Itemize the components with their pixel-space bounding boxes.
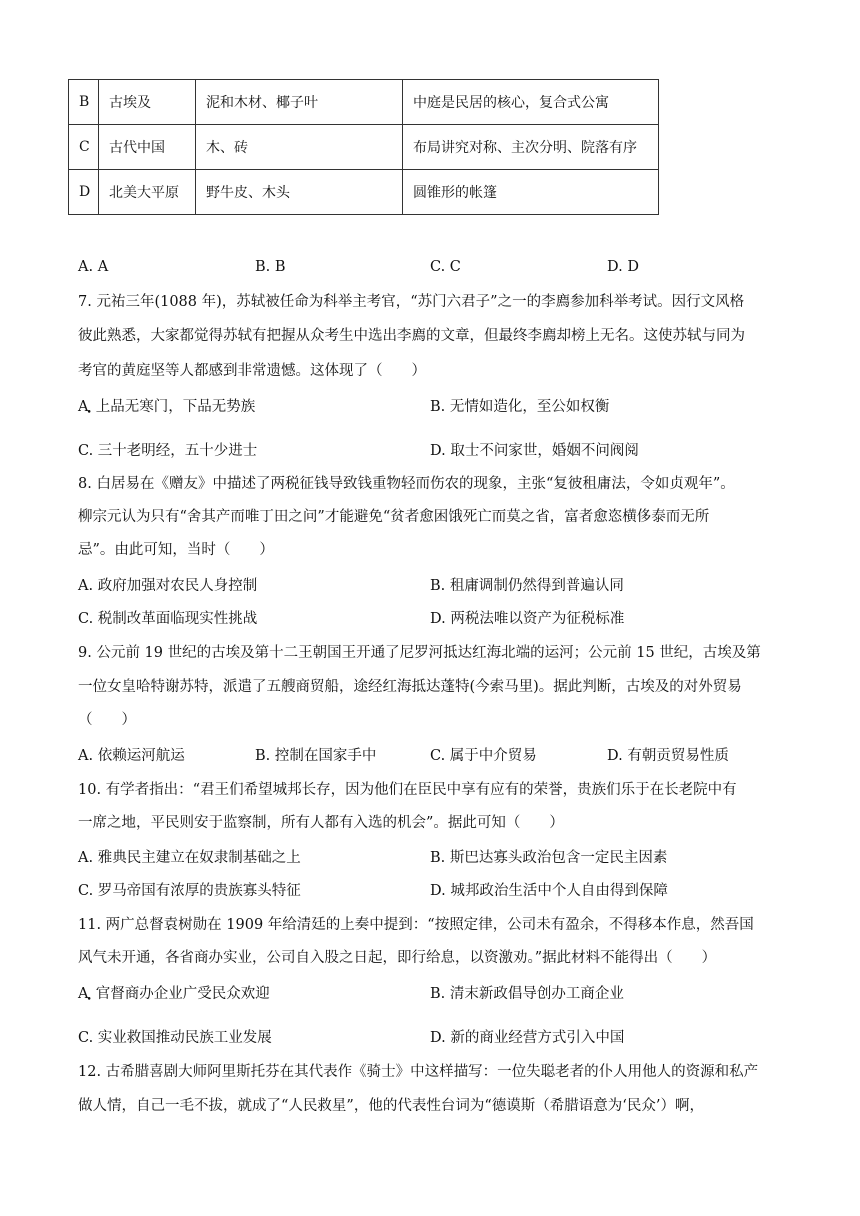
table-cell-region: 北美大平原 xyxy=(99,170,196,215)
q9-stem-line: 9. 公元前 19 世纪的古埃及第十二王朝国王开通了尼罗河抵达红海北端的运河；公元前 15 世纪，古埃及第 xyxy=(78,645,761,661)
table-cell-feature: 布局讲究对称、主次分明、院落有序 xyxy=(403,125,659,170)
q11-option-c: C. 实业救国推动民族工业发展 xyxy=(78,1030,272,1046)
q8-option-d: D. 两税法唯以资产为征税标准 xyxy=(430,611,625,627)
table-cell-region: 古埃及 xyxy=(99,80,196,125)
table-row xyxy=(69,170,659,215)
q9-option-a: A. 依赖运河航运 xyxy=(78,748,185,764)
q7-stem-line: 7. 元祐三年(1088 年)，苏轼被任命为科举主考官，“苏门六君子”之一的李廌参加科举考试。因行文风格 xyxy=(78,294,745,310)
q10-option-b: B. 斯巴达寡头政治包含一定民主因素 xyxy=(430,850,668,866)
q9-stem-line: （ ） xyxy=(78,712,136,728)
q9-option-d: D. 有朝贡贸易性质 xyxy=(607,748,729,764)
q8-option-b: B. 租庸调制仍然得到普遍认同 xyxy=(430,578,624,594)
q8-option-a: A. 政府加强对农民人身控制 xyxy=(78,578,258,594)
q10-option-c: C. 罗马帝国有浓厚的贵族寡头特征 xyxy=(78,883,301,899)
q9-option-b: B. 控制在国家手中 xyxy=(255,748,377,764)
q8-stem-line: 8. 白居易在《赠友》中描述了两税征钱导致钱重物轻而伤农的现象，主张“复彼租庸法，令如贞观年”。 xyxy=(78,476,735,492)
q11-option-a-letter: A xyxy=(78,986,89,1002)
q10-option-a: A. 雅典民主建立在奴隶制基础之上 xyxy=(78,850,301,866)
q7-stem-line: 考官的黄庭坚等人都感到非常遗憾。这体现了（ ） xyxy=(78,363,426,379)
q8-stem-line: 柳宗元认为只有“舍其产而唯丁田之问”才能避免“贫者愈困饿死亡而莫之省，富者愈恣横侈泰而无所 xyxy=(78,509,710,525)
q7-option-a-letter: A xyxy=(78,399,89,415)
table-cell-letter: D xyxy=(69,170,99,215)
q12-stem-line: 做人情，自己一毛不拔，就成了“人民救星”，他的代表性台词为“德谟斯（希腊语意为‘民众’）啊， xyxy=(78,1098,704,1114)
q11-option-d: D. 新的商业经营方式引入中国 xyxy=(430,1030,625,1046)
q11-stem-line: 11. 两广总督袁树勋在 1909 年给清廷的上奏中提到：“按照定律，公司未有盈余，不得移本作息，然吾国 xyxy=(78,917,754,933)
q11-option-b: B. 清末新政倡导创办工商企业 xyxy=(430,986,624,1002)
q11-option-a-text: 官督商办企业广受民众欢迎 xyxy=(95,986,270,1002)
dot-mark: • xyxy=(86,995,92,1005)
q6-option-c: C. C xyxy=(430,259,461,275)
q6-option-a: A. A xyxy=(78,259,109,275)
q8-option-c: C. 税制改革面临现实性挑战 xyxy=(78,611,258,627)
table-row xyxy=(69,125,659,170)
table-cell-feature: 圆锥形的帐篷 xyxy=(403,170,659,215)
table-cell-material: 木、砖 xyxy=(196,125,403,170)
q7-stem-line: 彼此熟悉，大家都觉得苏轼有把握从众考生中选出李廌的文章，但最终李廌却榜上无名。这使苏轼与同为 xyxy=(78,328,745,344)
q6-option-b: B. B xyxy=(255,259,286,275)
q7-option-a-text: 上品无寒门，下品无势族 xyxy=(95,399,256,415)
table-cell-feature: 中庭是民居的核心，复合式公寓 xyxy=(403,80,659,125)
table-cell-material: 泥和木材、椰子叶 xyxy=(196,80,403,125)
q7-option-d: D. 取士不问家世，婚姻不问阀阅 xyxy=(430,443,639,459)
q7-option-c: C. 三十老明经，五十少进士 xyxy=(78,443,258,459)
q8-stem-line: 忌”。由此可知，当时（ ） xyxy=(78,542,274,558)
table-cell-letter: B xyxy=(69,80,99,125)
q11-stem-line: 风气未开通，各省商办实业，公司自入股之日起，即行给息，以资激劝。”据此材料不能得出（ ） xyxy=(78,950,717,966)
q10-stem-line: 10. 有学者指出：“君王们希望城邦长存，因为他们在臣民中享有应有的荣誉，贵族们乐于在长老院中有 xyxy=(78,782,737,798)
q10-stem-line: 一席之地，平民则安于监察制，所有人都有入选的机会”。据此可知（ ） xyxy=(78,815,564,831)
table-cell-material: 野牛皮、木头 xyxy=(196,170,403,215)
table-cell-letter: C xyxy=(69,125,99,170)
q9-option-c: C. 属于中介贸易 xyxy=(430,748,537,764)
q12-stem-line: 12. 古希腊喜剧大师阿里斯托芬在其代表作《骑士》中这样描写：一位失聪老者的仆人用他人的资源和私产 xyxy=(78,1064,759,1080)
dot-mark: • xyxy=(86,408,92,418)
q11-option-a xyxy=(78,982,270,1003)
q7-option-b: B. 无情如造化，至公如权衡 xyxy=(430,399,610,415)
table-cell-region: 古代中国 xyxy=(99,125,196,170)
table-row xyxy=(69,80,659,125)
q9-stem-line: 一位女皇哈特谢苏特，派遣了五艘商贸船，途经红海抵达蓬特(今索马里)。据此判断，古埃及的对外贸易 xyxy=(78,679,742,695)
q10-option-d: D. 城邦政治生活中个人自由得到保障 xyxy=(430,883,668,899)
q6-option-d: D. D xyxy=(607,259,639,275)
q7-option-a xyxy=(78,395,255,416)
options-table xyxy=(68,79,659,215)
